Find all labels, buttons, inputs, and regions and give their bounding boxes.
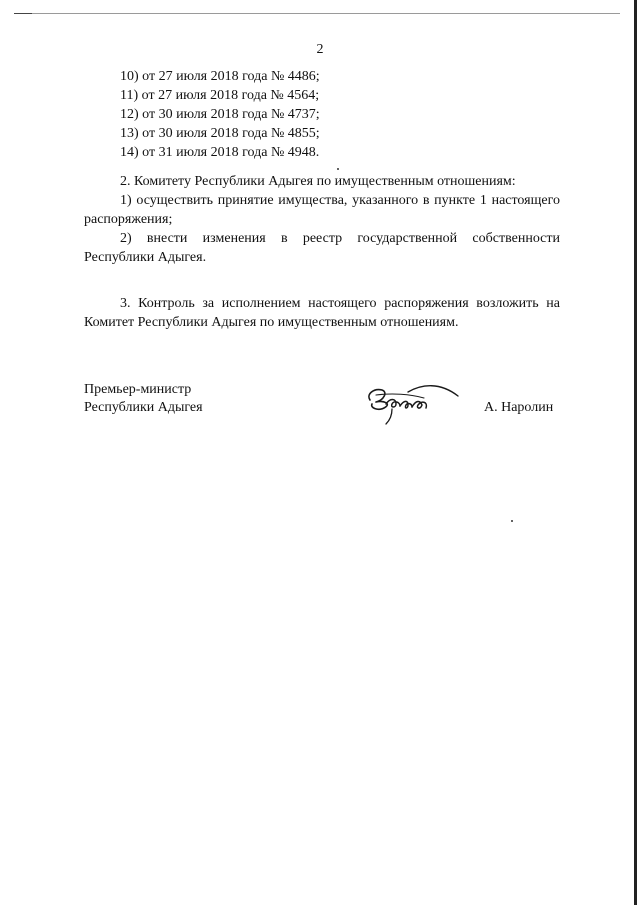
section-2-item-1: 1) осуществить принятие имущества, указанного в пункте 1 настоящего распоряжения; <box>84 193 560 227</box>
list-item: 10) от 27 июля 2018 года № 4486; <box>120 69 320 84</box>
top-scan-mark <box>14 13 32 14</box>
list-item: 12) от 30 июля 2018 года № 4737; <box>120 107 320 122</box>
signatory-title-line-1: Премьер-министр <box>84 382 192 397</box>
signatory-name: А. Наролин <box>484 400 554 415</box>
top-scan-rule <box>14 13 620 14</box>
list-item: 14) от 31 июля 2018 года № 4948. <box>120 145 320 160</box>
list-item: 11) от 27 июля 2018 года № 4564; <box>120 88 320 103</box>
section-2-item-2: 2) внести изменения в реестр государственной собственности Республики Адыгея. <box>84 231 560 265</box>
signatory-title-line-2: Республики Адыгея <box>84 400 203 415</box>
section-3-text: 3. Контроль за исполнением настоящего распоряжения возложить на Комитет Республики Адыгея по имущественным отношениям. <box>84 296 560 330</box>
scan-edge <box>634 0 637 905</box>
page-number: 2 <box>316 42 324 57</box>
signatory-title <box>84 381 203 417</box>
section-2-heading: 2. Комитету Республики Адыгея по имущественным отношениям: <box>120 174 516 189</box>
handwritten-signature <box>362 378 462 428</box>
scan-speck <box>511 520 513 522</box>
document-body <box>84 172 560 332</box>
scan-speck <box>337 168 339 170</box>
decree-list <box>120 67 320 162</box>
list-item: 13) от 30 июля 2018 года № 4855; <box>120 126 320 141</box>
